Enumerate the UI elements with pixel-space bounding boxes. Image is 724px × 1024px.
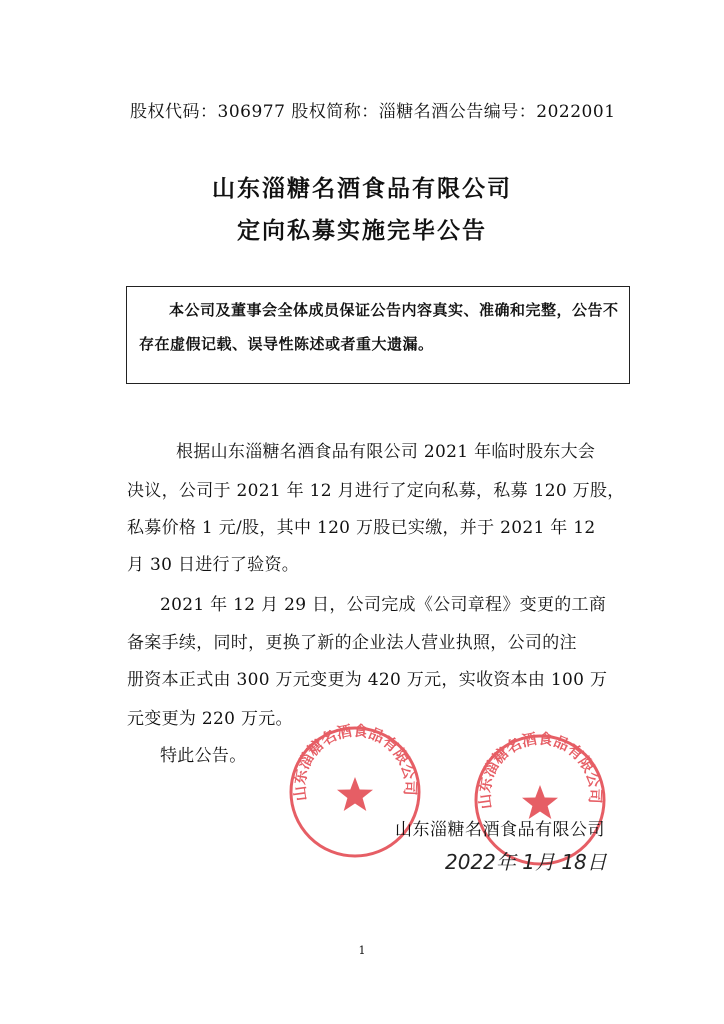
stock-info-header: 股权代码：306977 股权简称：淄糖名酒公告编号：2022001 [130, 102, 616, 122]
company-seal-1 [285, 722, 425, 866]
svg-text:山东淄糖名酒食品有限公司 [476, 730, 605, 810]
body-line-2: 决议，公司于 2021 年 12 月进行了定向私募，私募 120 万股， [127, 481, 625, 501]
seal-1-text: 山东淄糖名酒食品有限公司 [290, 722, 420, 803]
document-title-line1: 山东淄糖名酒食品有限公司 [212, 175, 512, 202]
signing-company: 山东淄糖名酒食品有限公司 [395, 820, 605, 840]
notice-box [126, 286, 630, 384]
svg-text:山东淄糖名酒食品有限公司 [291, 722, 420, 802]
body-line-8: 元变更为 220 万元。 [127, 709, 293, 729]
body-line-6: 备案手续，同时，更换了新的企业法人营业执照，公司的注 [127, 633, 577, 653]
notice-text: 本公司及董事会全体成员保证公告内容真实、准确和完整，公告不存在虚假记载、误导性陈述或者重大遗漏。 [139, 301, 619, 353]
seal-2-text: 山东淄糖名酒食品有限公司 [475, 730, 605, 811]
body-line-3: 私募价格 1 元/股，其中 120 万股已实缴，并于 2021 年 12 [127, 518, 596, 538]
page-number: 1 [358, 944, 366, 957]
body-line-5: 2021 年 12 月 29 日，公司完成《公司章程》变更的工商 [160, 595, 607, 615]
body-line-1: 根据山东淄糖名酒食品有限公司 2021 年临时股东大会 [176, 442, 596, 462]
signing-date: 2022年 1月 18日 [445, 850, 607, 874]
body-line-7: 册资本正式由 300 万元变更为 420 万元，实收资本由 100 万 [127, 670, 608, 690]
body-line-4: 月 30 日进行了验资。 [127, 555, 300, 575]
closing-line: 特此公告。 [160, 746, 247, 766]
document-title-line2: 定向私募实施完毕公告 [237, 217, 487, 244]
